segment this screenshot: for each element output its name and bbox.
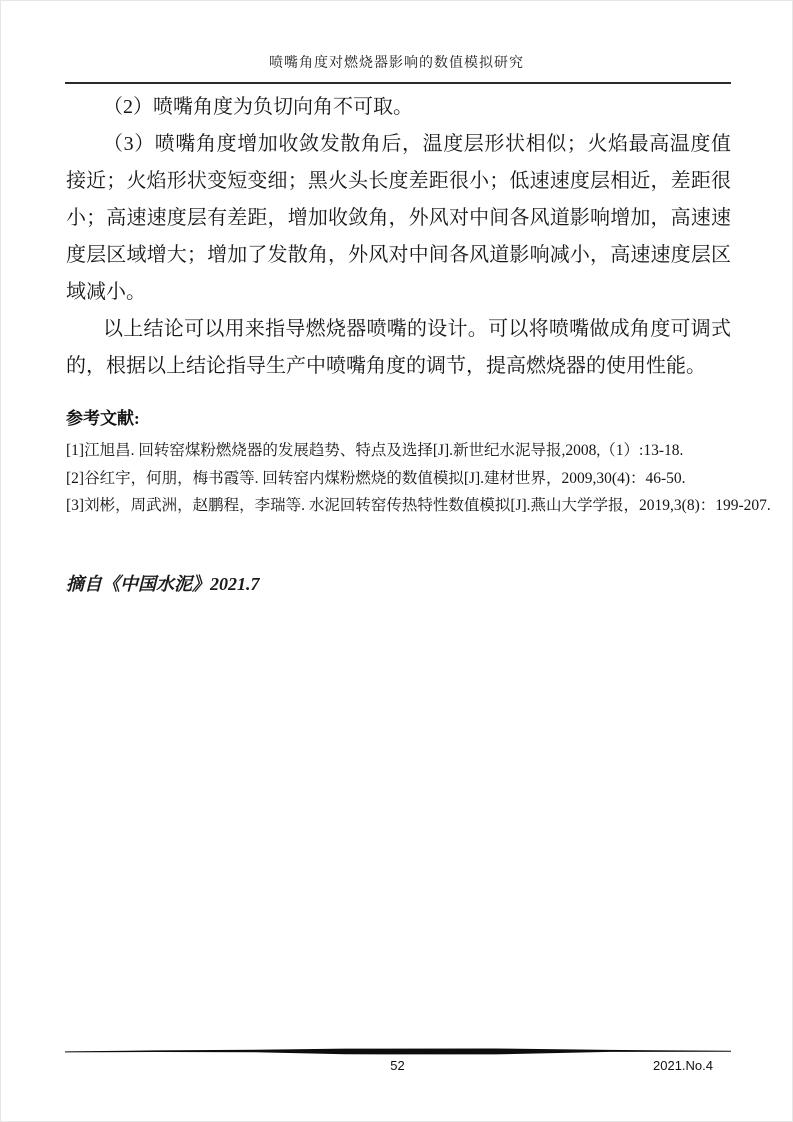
conclusion-item-2: （2）喷嘴角度为负切向角不可取。 (103, 96, 413, 118)
article-body (66, 89, 731, 385)
reference-item-3: [3]刘彬，周武洲，赵鹏程，李瑞等. 水泥回转窑传热特性数值模拟[J].燕山大学学报，2019,3(8)：199-207. (66, 497, 771, 514)
closing-paragraph: 以上结论可以用来指导燃烧器喷嘴的设计。可以将喷嘴做成角度可调式的，根据以上结论指导生产中喷嘴角度的调节，提高燃烧器的使用性能。 (66, 318, 731, 377)
source-note: 摘自《中国水泥》2021.7 (66, 574, 260, 594)
page-footer (1, 1058, 793, 1078)
footer-bar (65, 1047, 731, 1056)
references-heading: 参考文献: (66, 409, 140, 428)
running-header-title: 喷嘴角度对燃烧器影响的数值模拟研究 (269, 56, 524, 71)
references-section (66, 407, 771, 520)
reference-item-1: [1]江旭昌. 回转窑煤粉燃烧器的发展趋势、特点及选择[J].新世纪水泥导报,2008,（1）:13-18. (66, 442, 684, 459)
page-number: 52 (390, 1058, 405, 1073)
header-rule (65, 82, 731, 84)
reference-item-2: [2]谷红宇，何朋，梅书霞等. 回转窑内煤粉燃烧的数值模拟[J].建材世界，2009,30(4)：46-50. (66, 469, 686, 487)
issue-number: 2021.No.4 (653, 1058, 713, 1073)
conclusion-item-3: （3）喷嘴角度增加收敛发散角后，温度层形状相似；火焰最高温度值接近；火焰形状变短变细；黑火头长度差距很小；低速速度层相近，差距很小；高速速度层有差距，增加收敛角，外风对中间各风道影响增加，高速速度层区域增大；增加了发散角，外风对中间各风道影响减小，高速速度层区域减小。 (66, 133, 731, 303)
